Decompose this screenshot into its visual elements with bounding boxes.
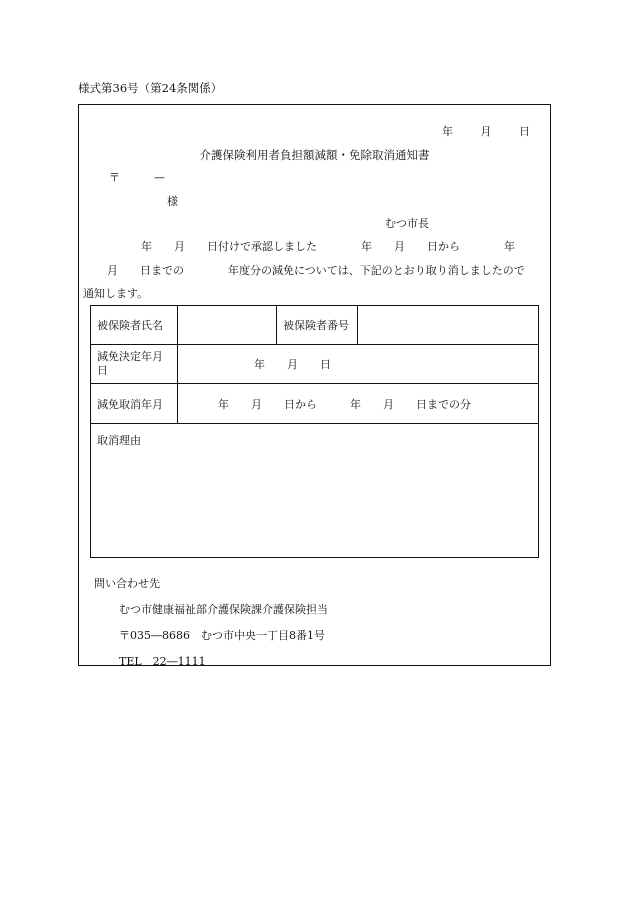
notice-title: 介護保険利用者負担額減額・免除取消通知書 [199,148,430,162]
issue-date [418,123,530,139]
info-table [90,305,539,558]
table-row [91,306,539,345]
cancel-period-label: 減免取消年月 [91,384,178,424]
notice-frame [78,104,551,666]
reason-label: 取消理由 [97,434,141,447]
cancel-period-value [178,384,539,424]
table-row [91,384,539,424]
issue-date-year: 年 [442,125,453,138]
body-line-1: 年 月 日付けで承認しました 年 月 日から 年 [141,240,515,253]
insured-number-value [358,306,539,345]
cancel-period-text: 年 月 日から 年 月 日までの分 [218,397,471,411]
table-row [91,424,539,558]
postal-dash: — [154,171,165,184]
contact-block [94,571,328,675]
decision-date-value [178,345,539,384]
issuer: むつ市長 [385,217,429,230]
postal-code-line [109,169,165,185]
decision-date-label: 減免決定年月日 [91,345,178,384]
form-number: 様式第36号（第24条関係） [78,81,223,95]
issue-date-day: 日 [519,125,530,138]
body-line-2: 月 日までの 年度分の減免については、下記のとおり取り消しましたので [107,263,525,277]
decision-date-text: 年 月 日 [254,358,331,371]
contact-address: 〒035―8686 むつ市中央一丁目8番1号 [119,629,325,642]
contact-tel: TEL 22―1111 [119,655,206,668]
contact-heading: 問い合わせ先 [94,577,160,590]
insured-number-label: 被保険者番号 [277,306,358,345]
body-line-3: 通知します。 [83,287,149,300]
table-row [91,345,539,384]
addressee-honorific: 様 [167,195,178,208]
insured-name-label: 被保険者氏名 [91,306,178,345]
issue-date-month: 月 [480,125,492,138]
contact-department: むつ市健康福祉部介護保険課介護保険担当 [119,603,328,616]
postal-mark: 〒 [109,171,120,184]
reason-cell [91,424,539,558]
notice-body [83,235,546,306]
insured-name-value [178,306,277,345]
